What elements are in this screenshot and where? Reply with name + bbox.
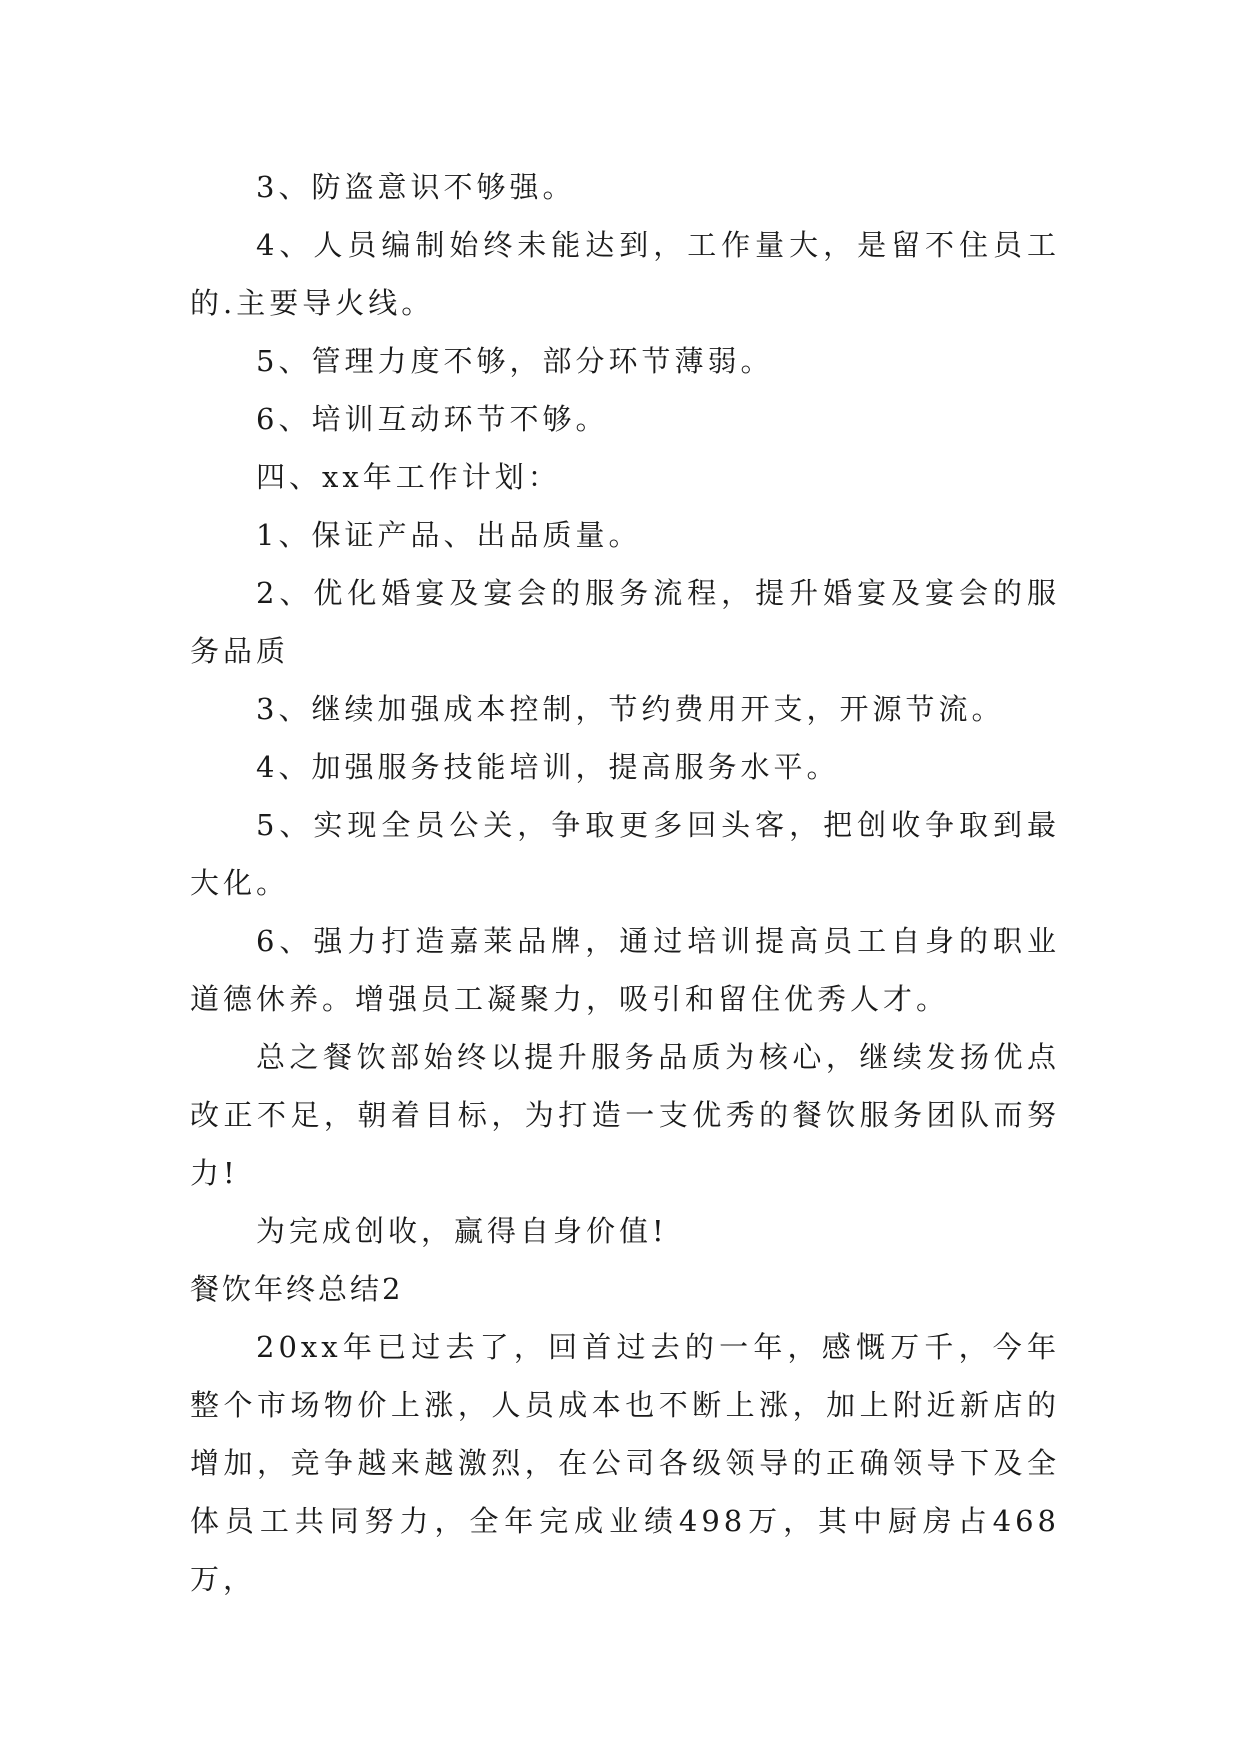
section-title: 餐饮年终总结2 (190, 1272, 404, 1306)
document-body (190, 158, 1060, 1608)
plan-heading: 四、xx年工作计划： (256, 460, 561, 494)
paragraph: 5、实现全员公关，争取更多回头客，把创收争取到最大化。 (190, 808, 1060, 900)
paragraph: 3、防盗意识不够强。 (256, 170, 576, 204)
paragraph: 总之餐饮部始终以提升服务品质为核心，继续发扬优点改正不足，朝着目标，为打造一支优秀的餐饮服务团队而努力! (190, 1040, 1060, 1190)
paragraph: 4、加强服务技能培训，提高服务水平。 (256, 750, 840, 784)
paragraph: 3、继续加强成本控制，节约费用开支，开源节流。 (256, 692, 1005, 726)
paragraph: 4、人员编制始终未能达到，工作量大，是留不住员工的.主要导火线。 (190, 228, 1060, 320)
paragraph: 6、培训互动环节不够。 (256, 402, 609, 436)
paragraph: 6、强力打造嘉莱品牌，通过培训提高员工自身的职业道德休养。增强员工凝聚力，吸引和留住优秀人才。 (190, 924, 1060, 1016)
paragraph: 20xx年已过去了，回首过去的一年，感慨万千，今年整个市场物价上涨，人员成本也不断上涨，加上附近新店的增加，竞争越来越激烈，在公司各级领导的正确领导下及全体员工共同努力，全年完成业绩498万，其中厨房占468万， (190, 1330, 1060, 1596)
paragraph: 1、保证产品、出品质量。 (256, 518, 642, 552)
paragraph: 2、优化婚宴及宴会的服务流程，提升婚宴及宴会的服务品质 (190, 576, 1060, 668)
paragraph: 为完成创收，赢得自身价值! (256, 1214, 668, 1248)
paragraph: 5、管理力度不够，部分环节薄弱。 (256, 344, 774, 378)
